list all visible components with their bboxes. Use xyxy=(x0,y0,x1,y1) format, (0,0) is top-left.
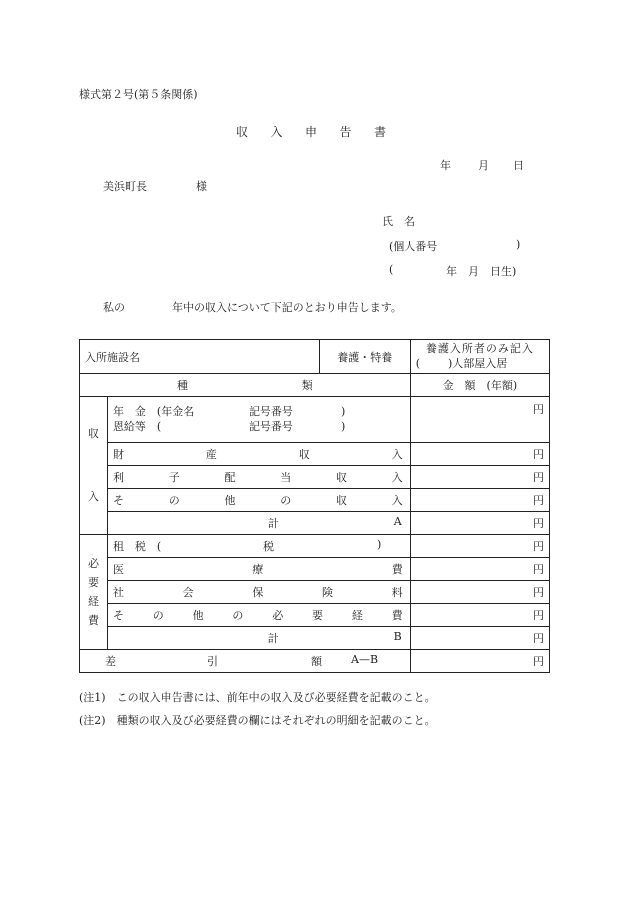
yen-label: 円 xyxy=(533,471,544,484)
row-char: 費 xyxy=(391,563,403,576)
row-char: の xyxy=(152,609,164,622)
title-char: 入 xyxy=(270,125,283,139)
total-mark-b: B xyxy=(393,630,402,643)
property-income-label xyxy=(107,443,410,466)
addressee-suffix: 様 xyxy=(196,180,207,193)
row-char: の xyxy=(232,609,244,622)
yen-label: 円 xyxy=(533,655,544,668)
yen-label: 円 xyxy=(533,448,544,461)
row-char: 経 xyxy=(351,609,363,622)
birth-date-label: 年 月 日生) xyxy=(446,265,517,278)
row-char: 必 xyxy=(272,609,284,622)
row-char: 医 xyxy=(112,563,124,576)
expense-group-char: 経 xyxy=(87,595,99,608)
title-char: 書 xyxy=(373,125,386,139)
addressee: 美浜町長 xyxy=(103,180,147,193)
facility-label: 入所施設名 xyxy=(80,340,320,374)
tax-mid: 税 xyxy=(262,540,274,553)
income-group-char: 収 xyxy=(87,426,99,440)
document-title xyxy=(236,123,386,140)
tax-amount xyxy=(410,535,549,558)
row-char: 子 xyxy=(168,471,180,484)
statement-body: 年中の収入について下記のとおり申告します。 xyxy=(172,301,402,314)
row-char: 配 xyxy=(224,471,236,484)
other-expense-amount xyxy=(410,604,549,627)
row-char: 当 xyxy=(280,471,292,484)
insurance-amount xyxy=(410,581,549,604)
insurance-row xyxy=(80,581,550,604)
medical-label xyxy=(107,558,410,581)
expense-total-row xyxy=(80,627,550,650)
income-total-row xyxy=(80,512,550,535)
care-type-label: 養護・特養 xyxy=(319,340,410,374)
income-total-label xyxy=(107,512,410,535)
pension-label: 年 金 (年金名 xyxy=(112,404,195,418)
difference-label xyxy=(80,650,411,673)
room-count-open: ( xyxy=(415,356,421,370)
diff-formula: A—B xyxy=(351,653,379,666)
income-group-char: 入 xyxy=(87,489,99,503)
row-char: 産 xyxy=(205,448,217,461)
row-char: 保 xyxy=(252,586,264,599)
row-char: 入 xyxy=(391,448,403,461)
title-char: 告 xyxy=(339,125,352,139)
property-income-amount xyxy=(410,443,549,466)
pension-code-label: 記号番号 xyxy=(248,404,293,418)
date-day-label: 日 xyxy=(513,159,524,172)
row-char: の xyxy=(168,494,180,507)
yen-label: 円 xyxy=(533,632,544,645)
birth-open: ( xyxy=(389,263,394,276)
yen-label: 円 xyxy=(533,563,544,576)
expense-group-label xyxy=(80,535,108,650)
dividend-income-label xyxy=(107,466,410,489)
kind-header-char: 種 xyxy=(177,379,188,392)
yen-label: 円 xyxy=(533,609,544,622)
yen-label: 円 xyxy=(533,403,544,416)
kind-header xyxy=(80,374,411,397)
care-only-note xyxy=(410,340,549,374)
row-char: 会 xyxy=(182,586,194,599)
difference-row xyxy=(80,650,550,673)
dividend-income-amount xyxy=(410,466,549,489)
row-char: 要 xyxy=(312,609,323,622)
income-declaration-table xyxy=(79,339,550,673)
property-income-row xyxy=(80,443,550,466)
onkyu-close: ) xyxy=(340,419,346,433)
row-char: 社 xyxy=(112,586,124,599)
pension-row xyxy=(80,397,550,443)
room-count-close: )人部屋入居 xyxy=(448,356,508,370)
row-char: 料 xyxy=(391,586,403,599)
title-char: 申 xyxy=(304,125,317,139)
pension-line xyxy=(113,405,405,420)
other-expense-label xyxy=(107,604,410,627)
note-2: (注2) 種類の収入及び必要経費の欄にはそれぞれの明細を記載のこと。 xyxy=(79,714,436,727)
other-income-label xyxy=(107,489,410,512)
other-income-amount xyxy=(410,489,549,512)
care-only-line2 xyxy=(416,357,544,371)
insurance-label xyxy=(107,581,410,604)
other-expense-row xyxy=(80,604,550,627)
statement-prefix: 私の xyxy=(103,301,125,314)
care-only-line1: 養護入所者のみ記入 xyxy=(425,342,534,356)
income-total-amount xyxy=(410,512,549,535)
my-number-close: ) xyxy=(516,238,521,251)
diff-char: 額 xyxy=(311,655,322,668)
medical-amount xyxy=(410,558,549,581)
total-label: 計 xyxy=(267,517,279,530)
row-char: 険 xyxy=(322,586,333,599)
row-char: 利 xyxy=(112,471,124,484)
yen-label: 円 xyxy=(533,494,544,507)
form-number: 様式第２号(第５条関係) xyxy=(79,88,198,101)
expense-total-amount xyxy=(410,627,549,650)
amount-header: 金 額 (年額) xyxy=(410,374,549,397)
row-char: 財 xyxy=(112,448,124,461)
medical-row xyxy=(80,558,550,581)
row-char: 入 xyxy=(391,471,403,484)
pension-close: ) xyxy=(340,404,346,418)
total-label: 計 xyxy=(267,632,279,645)
tax-row xyxy=(80,535,550,558)
onkyu-line xyxy=(113,420,405,435)
income-group-label xyxy=(80,397,108,535)
row-char: 収 xyxy=(335,494,347,507)
expense-group-char: 必 xyxy=(87,556,99,570)
diff-char: 引 xyxy=(207,655,218,668)
difference-amount xyxy=(410,650,549,673)
other-income-row xyxy=(80,489,550,512)
name-label: 氏 名 xyxy=(382,215,415,228)
date-year-label: 年 xyxy=(440,159,451,172)
tax-open: 租 税 ( xyxy=(112,540,162,553)
row-char: そ xyxy=(112,494,124,507)
yen-label: 円 xyxy=(533,517,544,530)
row-char: 他 xyxy=(192,609,204,622)
row-char: そ xyxy=(112,609,124,622)
tax-label xyxy=(107,535,410,558)
tax-close: ) xyxy=(376,538,382,551)
row-char: 費 xyxy=(391,609,403,622)
onkyu-label: 恩給等 ( xyxy=(112,419,162,433)
yen-label: 円 xyxy=(533,586,544,599)
pension-cell xyxy=(107,397,410,443)
expense-group-char: 費 xyxy=(87,614,99,628)
expense-total-label xyxy=(107,627,410,650)
facility-row xyxy=(80,340,550,374)
row-char: 収 xyxy=(298,448,310,461)
diff-char: 差 xyxy=(105,655,116,668)
expense-group-char: 要 xyxy=(87,575,99,589)
my-number-label: (個人番号 xyxy=(389,240,438,253)
kind-header-char: 類 xyxy=(301,379,313,392)
row-char: 療 xyxy=(252,563,264,576)
row-char: 収 xyxy=(335,471,347,484)
yen-label: 円 xyxy=(533,540,544,553)
dividend-income-row xyxy=(80,466,550,489)
total-mark-a: A xyxy=(393,515,402,528)
pension-amount xyxy=(410,397,549,443)
header-row xyxy=(80,374,550,397)
row-char: 他 xyxy=(224,494,236,507)
note-1: (注1) この収入申告書には、前年中の収入及び必要経費を記載のこと。 xyxy=(79,691,436,704)
title-char: 収 xyxy=(236,125,249,139)
row-char: の xyxy=(280,494,292,507)
row-char: 入 xyxy=(391,494,403,507)
onkyu-code-label: 記号番号 xyxy=(248,419,293,433)
date-month-label: 月 xyxy=(478,159,489,172)
